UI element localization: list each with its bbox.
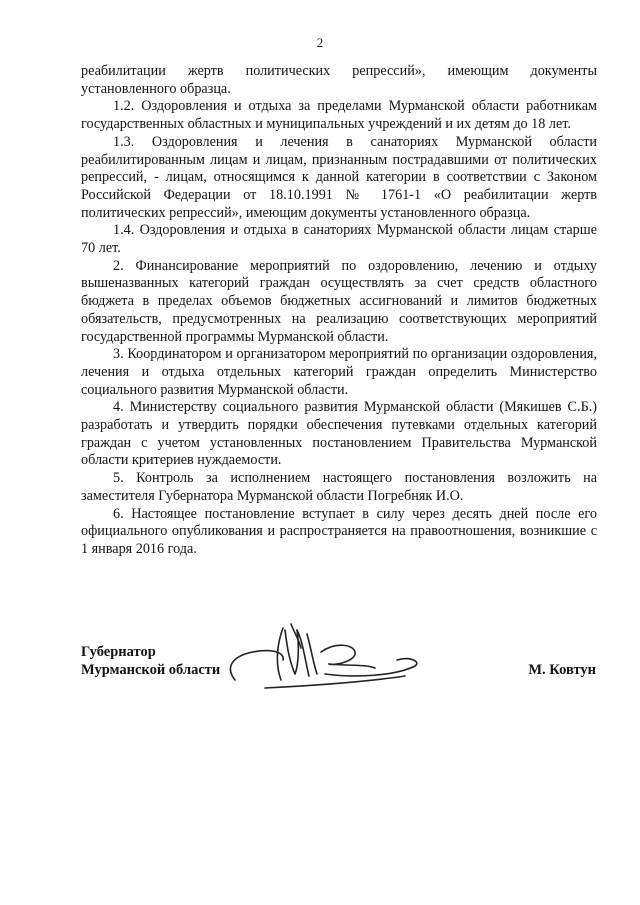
paragraph: 1.3. Оздоровления и лечения в санаториях Мурманской области реабилитированным лицам и лицам, признанным пострадавшими от политических репрессий, - лицам, относящимся к данной категории в соответствии с Законом Российской Федерации от 18.10.1991 № 1761-1 «О реабилитации жертв политических репрессий», имеющим документы установленного образца. xyxy=(81,133,597,221)
paragraph: 4. Министерству социального развития Мурманской области (Мякишев С.Б.) разработать и утвердить порядки обеспечения путевками отдельных категорий граждан с учетом установленных постановлением Правительства Мурманской области критериев нуждаемости. xyxy=(81,399,597,469)
paragraph: 6. Настоящее постановление вступает в силу через десять дней после его официального опубликования и распространяется на правоотношения, возникшие с 1 января 2016 года. xyxy=(81,505,597,557)
signatory-name: М. Ковтун xyxy=(528,662,596,678)
paragraph: 2. Финансирование мероприятий по оздоровлению, лечению и отдыху вышеназванных категорий граждан осуществлять за счет средств областного бюджета в пределах объемов бюджетных ассигнований и лимитов бюджетных обязательств, предусмотренных на реализацию соответствующих мероприятий государственной программы Мурманской области. xyxy=(81,257,597,345)
signatory-organization: Мурманской области xyxy=(81,662,221,678)
paragraph: 3. Координатором и организатором мероприятий по организации оздоровления, лечения и отдыха отдельных категорий граждан определить Министерство социального развития Мурманской области. xyxy=(81,346,597,398)
paragraph: 1.2. Оздоровления и отдыха за пределами Мурманской области работникам государственных областных и муниципальных учреждений и их детям до 18 лет. xyxy=(81,98,597,133)
paragraph: реабилитации жертв политических репрессий», имеющим документы установленного образца. xyxy=(81,63,597,97)
signatory-title: Губернатор xyxy=(81,644,156,660)
page-number: 2 xyxy=(316,35,324,50)
document-body xyxy=(81,63,597,559)
handwritten-signature xyxy=(225,620,425,690)
paragraph: 5. Контроль за исполнением настоящего постановления возложить на заместителя Губернатора Мурманской области Погребняк И.О. xyxy=(81,470,597,504)
signature-block xyxy=(0,620,640,700)
paragraph: 1.4. Оздоровления и отдыха в санаториях Мурманской области лицам старше 70 лет. xyxy=(81,222,597,257)
